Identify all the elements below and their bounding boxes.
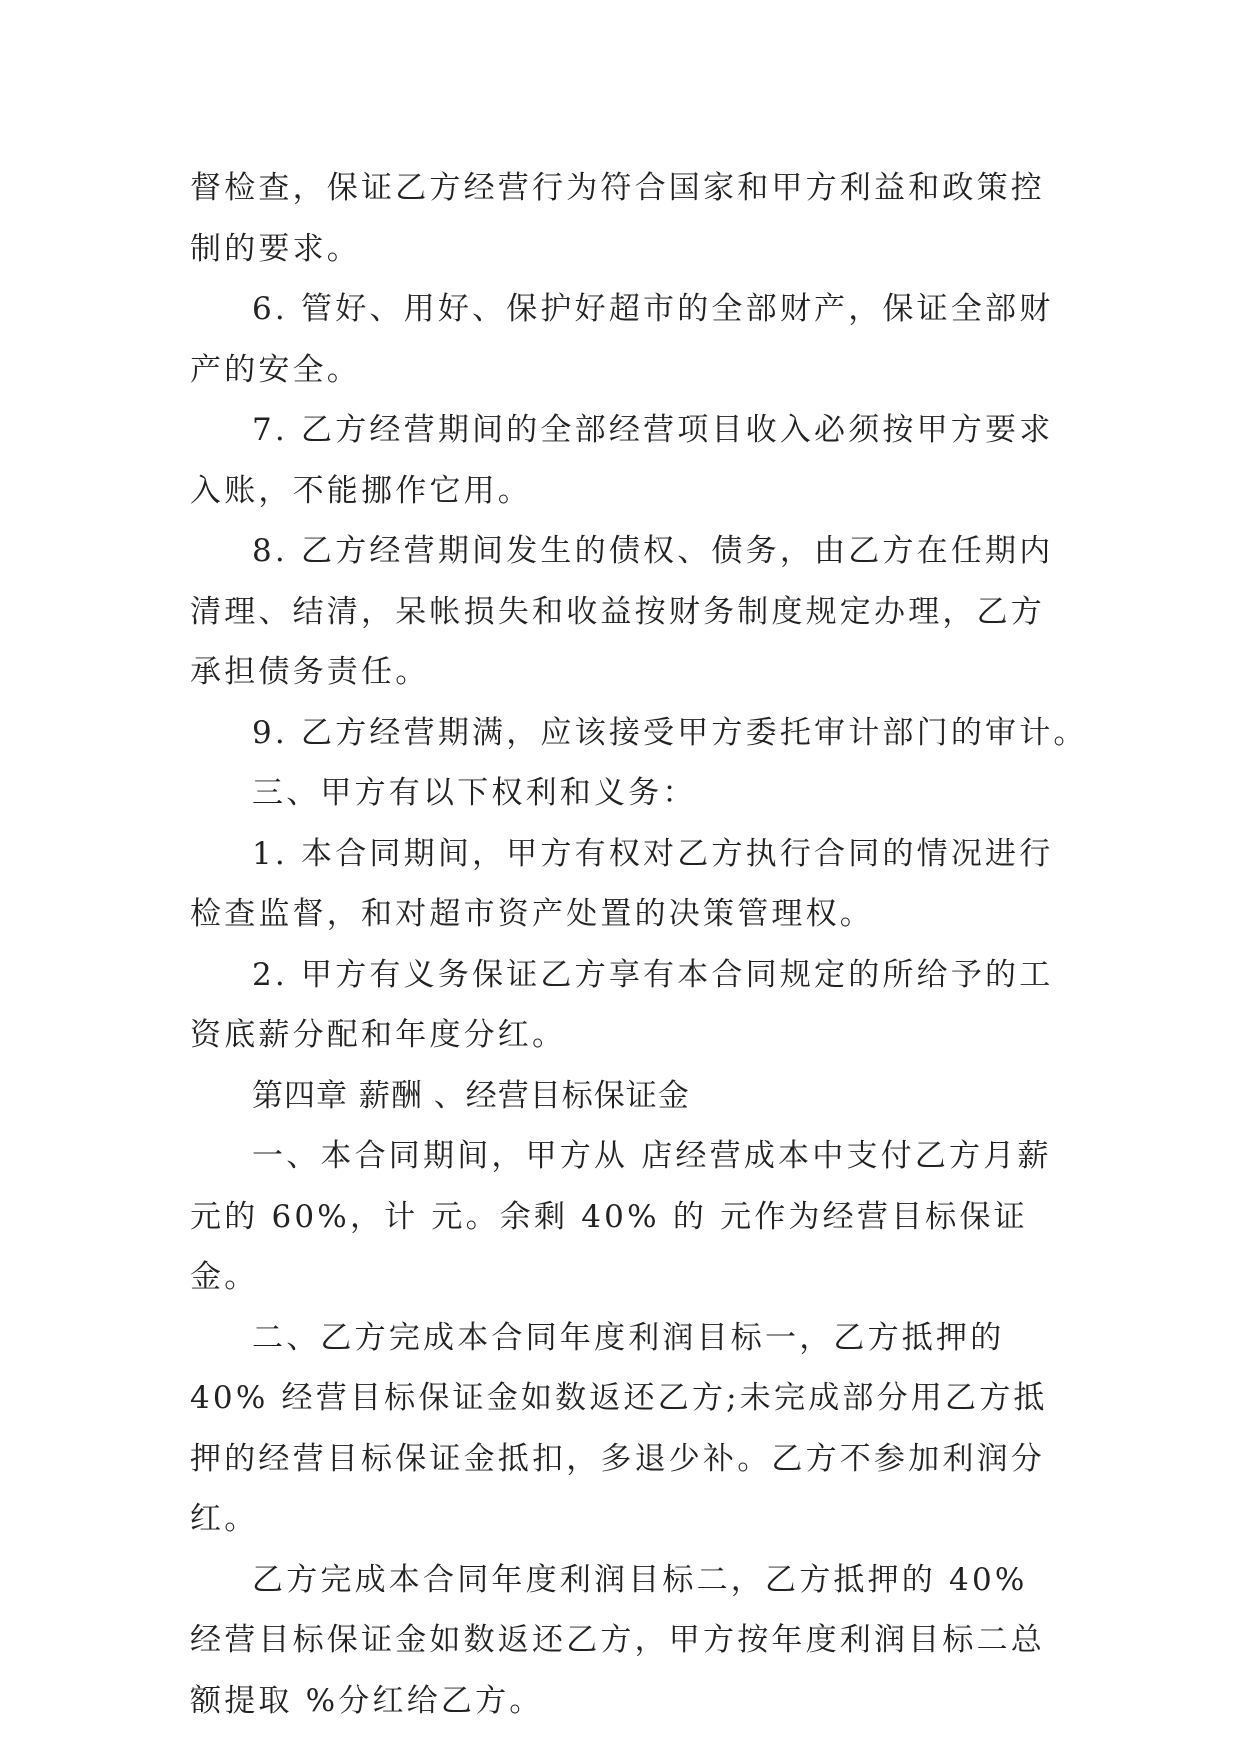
document-body: [190, 158, 1088, 1731]
paragraph-party-a-item-1: 1. 本合同期间，甲方有权对乙方执行合同的情况进行检查监督，和对超市资产处置的决策管理权。: [190, 835, 1054, 932]
chapter-heading: 第四章 薪酬 、经营目标保证金: [252, 1077, 690, 1114]
paragraph-item-9: 9. 乙方经营期满，应该接受甲方委托审计部门的审计。: [252, 714, 1088, 751]
section-heading-party-a-rights: 三、甲方有以下权利和义务：: [252, 775, 697, 811]
paragraph-salary-clause-1: 一、本合同期间，甲方从 店经营成本中支付乙方月薪 元的 60%，计 元。余剩 40% 的 元作为经营目标保证金。: [190, 1138, 1052, 1295]
paragraph-item-8: 8. 乙方经营期间发生的债权、债务，由乙方在任期内清理、结清，呆帐损失和收益按财务制度规定办理，乙方承担债务责任。: [190, 533, 1054, 690]
paragraph-salary-clause-3: 乙方完成本合同年度利润目标二，乙方抵押的 40%经营目标保证金如数返还乙方，甲方按年度利润目标二总额提取 %分红给乙方。: [190, 1561, 1045, 1719]
paragraph-party-a-item-2: 2. 甲方有义务保证乙方享有本合同规定的所给予的工资底薪分配和年度分红。: [190, 956, 1054, 1053]
paragraph-supervision-continued: 督检查，保证乙方经营行为符合国家和甲方利益和政策控制的要求。: [190, 170, 1045, 267]
paragraph-salary-clause-2: 二、乙方完成本合同年度利润目标一，乙方抵押的 40% 经营目标保证金如数返还乙方;未完成部分用乙方抵押的经营目标保证金抵扣，多退少补。乙方不参加利润分红。: [190, 1319, 1048, 1537]
paragraph-item-7: 7. 乙方经营期间的全部经营项目收入必须按甲方要求入账，不能挪作它用。: [190, 412, 1054, 509]
paragraph-item-6: 6. 管好、用好、保护好超市的全部财产，保证全部财产的安全。: [190, 291, 1054, 388]
